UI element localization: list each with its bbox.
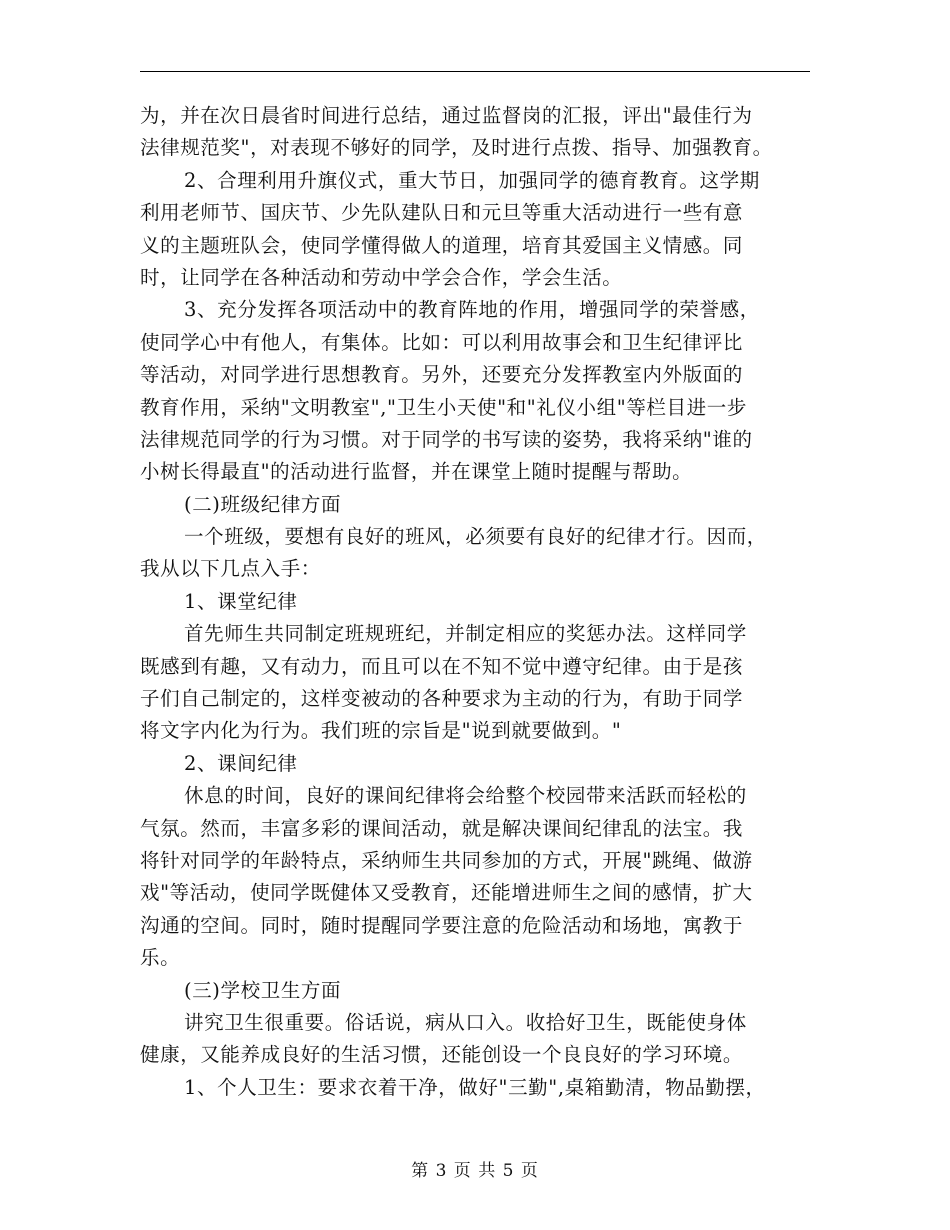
text-line: 乐。 <box>140 946 181 970</box>
text-line: 法律规范奖"，对表现不够好的同学，及时进行点拨、指导、加强教育。 <box>140 136 773 160</box>
section-heading: (三)学校卫生方面 <box>184 978 342 1002</box>
text-line: 首先师生共同制定班规班纪，并制定相应的奖惩办法。这样同学 <box>184 622 747 646</box>
page-footer: 第 3 页 共 5 页 <box>411 1161 539 1181</box>
text-line: 健康，又能养成良好的生活习惯，还能创设一个良良好的学习环境。 <box>140 1043 744 1067</box>
text-line: 使同学心中有他人，有集体。比如：可以利用故事会和卫生纪律评比 <box>140 330 744 354</box>
text-line: 将针对同学的年龄特点，采纳师生共同参加的方式，开展"跳绳、做游 <box>140 848 753 872</box>
text-line: 将文字内化为行为。我们班的宗旨是"说到就要做到。" <box>140 719 622 743</box>
text-line: 等活动，对同学进行思想教育。另外，还要充分发挥教室内外版面的 <box>140 363 744 387</box>
text-line: 沟通的空间。同时，随时提醒同学要注意的危险活动和场地，寓教于 <box>140 913 744 937</box>
subsection-heading: 2、课间纪律 <box>184 751 298 775</box>
text-line: 戏"等活动，使同学既健体又受教育，还能增进师生之间的感情，扩大 <box>140 881 753 905</box>
text-line: 利用老师节、国庆节、少先队建队日和元旦等重大活动进行一些有意 <box>140 201 744 225</box>
section-heading: (二)班级纪律方面 <box>184 492 342 516</box>
text-line: 既感到有趣，又有动力，而且可以在不知不觉中遵守纪律。由于是孩 <box>140 654 744 678</box>
text-line: 气氛。然而，丰富多彩的课间活动，就是解决课间纪律乱的法宝。我 <box>140 816 744 840</box>
text-line: 时，让同学在各种活动和劳动中学会合作，学会生活。 <box>140 265 623 289</box>
text-line: 子们自己制定的，这样变被动的各种要求为主动的行为，有助于同学 <box>140 687 744 711</box>
text-line: 为，并在次日晨省时间进行总结，通过监督岗的汇报，评出"最佳行为 <box>140 104 753 127</box>
text-line: 3、充分发挥各项活动中的教育阵地的作用，增强同学的荣誉感， <box>184 298 760 322</box>
text-line: 1、个人卫生：要求衣着干净，做好"三勤",桌箱勤清，物品勤摆， <box>184 1075 766 1099</box>
text-line: 义的主题班队会，使同学懂得做人的道理，培育其爱国主义情感。同 <box>140 233 744 257</box>
document-body <box>140 100 812 1104</box>
header-rule <box>140 71 810 72</box>
text-line: 法律规范同学的行为习惯。对于同学的书写读的姿势，我将采纳"谁的 <box>140 427 753 451</box>
text-line: 2、合理利用升旗仪式，重大节日，加强同学的德育教育。这学期 <box>184 168 760 192</box>
text-line: 小树长得最直"的活动进行监督，并在课堂上随时提醒与帮助。 <box>140 460 693 484</box>
text-line: 我从以下几点入手： <box>140 557 321 581</box>
text-line: 一个班级，要想有良好的班风，必须要有良好的纪律才行。因而， <box>184 525 767 549</box>
text-line: 休息的时间，良好的课间纪律将会给整个校园带来活跃而轻松的 <box>184 784 747 808</box>
subsection-heading: 1、课堂纪律 <box>184 589 298 613</box>
text-line: 教育作用，采纳"文明教室","卫生小天使"和"礼仪小组"等栏目进一步 <box>140 395 747 419</box>
text-line: 讲究卫生很重要。俗话说，病从口入。收拾好卫生，既能使身体 <box>184 1010 747 1034</box>
